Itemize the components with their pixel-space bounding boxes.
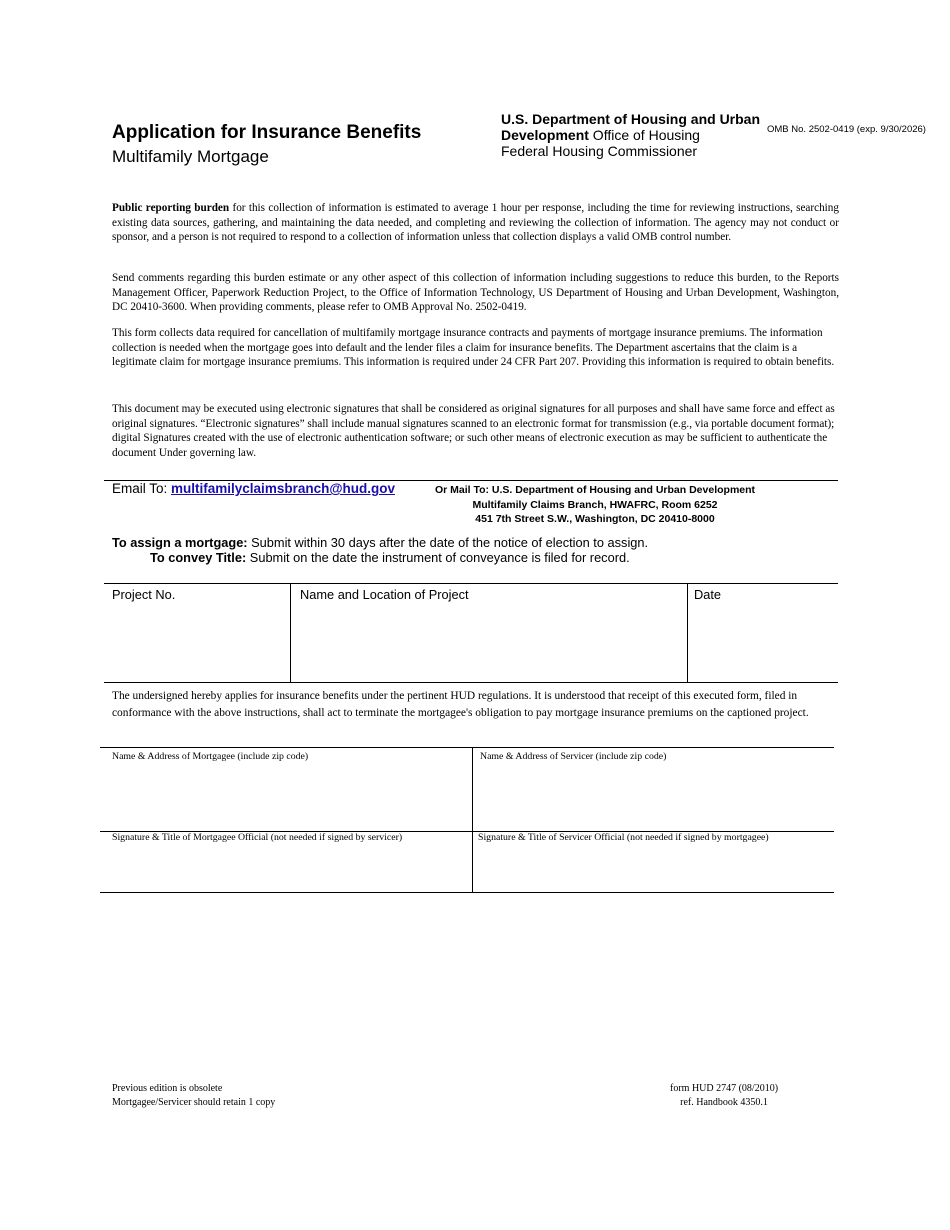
- mail-line-2: Multifamily Claims Branch, HWAFRC, Room 6252: [472, 498, 718, 511]
- omb-number: OMB No. 2502-0419 (exp. 9/30/2026): [767, 124, 926, 135]
- table-border: [100, 747, 834, 748]
- email-link[interactable]: multifamilyclaimsbranch@hud.gov: [171, 481, 395, 496]
- agency-name: U.S. Department of Housing and Urban Development: [501, 111, 761, 143]
- mail-line-1: Or Mail To: U.S. Department of Housing and Urban Development: [434, 484, 756, 496]
- burden-text: for this collection of information is estimated to average 1 hour per response, including the time for reviewing instructions, searching existing data sources, gathering, and maintaining the data needed, and completing and reviewing the collection of information. The agency may not conduct or sponsor, and a person is not required to respond to a collection of information unless that collection displays a valid OMB control number.: [112, 202, 839, 243]
- assign-text: Submit within 30 days after the date of the notice of election to assign.: [247, 535, 649, 550]
- convey-text: Submit on the date the instrument of conveyance is filed for record.: [246, 550, 630, 565]
- application-statement: The undersigned hereby applies for insurance benefits under the pertinent HUD regulations. It is understood that receipt of this executed form, filed in conformance with the above instructions, shall act to terminate the mortgagee's obligation to pay mortgage insurance premiums on the captioned project.: [112, 690, 809, 719]
- mail-line-3: 451 7th Street S.W., Washington, DC 20410-8000: [475, 513, 715, 525]
- email-line: [112, 481, 395, 496]
- email-label: Email To:: [112, 481, 172, 496]
- mail-address-block: [400, 483, 790, 527]
- form-number: form HUD 2747 (08/2010): [670, 1083, 779, 1094]
- date-field[interactable]: Date: [694, 587, 722, 602]
- esignature-paragraph: This document may be executed using electronic signatures that shall be considered as original signatures for all purposes and shall have same force and effect as original signatures. “Electronic signatures” shall include manual signatures scanned to an electronic format for transmission (e.g., via portable document format); digital Signatures created with the use of electronic authentication software; or such other means of electronic execution as may be sufficient to authenticate the document Under governing law.: [112, 403, 835, 459]
- agency-block: [501, 111, 766, 159]
- convey-label: To convey Title:: [150, 550, 247, 565]
- burden-paragraph: [112, 201, 839, 245]
- handbook-reference: ref. Handbook 4350.1: [680, 1097, 768, 1108]
- footer-right: [670, 1082, 778, 1110]
- project-no-field[interactable]: Project No.: [112, 587, 176, 602]
- convey-instruction: [150, 550, 630, 565]
- table-border: [104, 682, 838, 683]
- purpose-paragraph: This form collects data required for cancellation of multifamily mortgage insurance contracts and payments of mortgage insurance premiums. The information collection is needed when the mortgage goes into default and the lender files a claim for insurance benefits. The Department ascertains that the claim is a legitimate claim for mortgage insurance premiums. This information is required under 24 CFR Part 207. Providing this information is required to obtain benefits.: [112, 327, 835, 368]
- table-divider: [687, 583, 688, 683]
- footer-retain-note: Mortgagee/Servicer should retain 1 copy: [112, 1097, 276, 1108]
- footer-left: [112, 1082, 275, 1110]
- agency-commissioner: Federal Housing Commissioner: [501, 143, 698, 159]
- form-title: Application for Insurance Benefits: [112, 122, 422, 143]
- table-border: [100, 892, 834, 893]
- servicer-signature-field[interactable]: Signature & Title of Servicer Official (not needed if signed by mortgagee): [478, 832, 769, 843]
- table-divider: [472, 747, 473, 893]
- comments-paragraph: Send comments regarding this burden estimate or any other aspect of this collection of information including suggestions to reduce this burden, to the Reports Management Officer, Paperwork Reduction Project, to the Office of Information Technology, US Department of Housing and Urban Development, Washington, DC 20410-3600. When providing comments, please refer to OMB Approval No. 2502-0419.: [112, 272, 839, 313]
- table-divider: [290, 583, 291, 683]
- agency-office: Office of Housing: [588, 127, 700, 143]
- mortgagee-address-field[interactable]: Name & Address of Mortgagee (include zip code): [112, 751, 309, 762]
- form-subtitle: Multifamily Mortgage: [112, 147, 269, 166]
- servicer-address-field[interactable]: Name & Address of Servicer (include zip code): [480, 751, 667, 762]
- burden-heading: Public reporting burden: [112, 202, 230, 214]
- footer-obsolete-note: Previous edition is obsolete: [112, 1083, 223, 1094]
- project-name-location-field[interactable]: Name and Location of Project: [300, 587, 469, 602]
- assign-label: To assign a mortgage:: [112, 535, 248, 550]
- mortgagee-signature-field[interactable]: Signature & Title of Mortgagee Official (not needed if signed by servicer): [112, 832, 403, 843]
- assign-instruction: [112, 535, 648, 550]
- table-border: [104, 583, 838, 584]
